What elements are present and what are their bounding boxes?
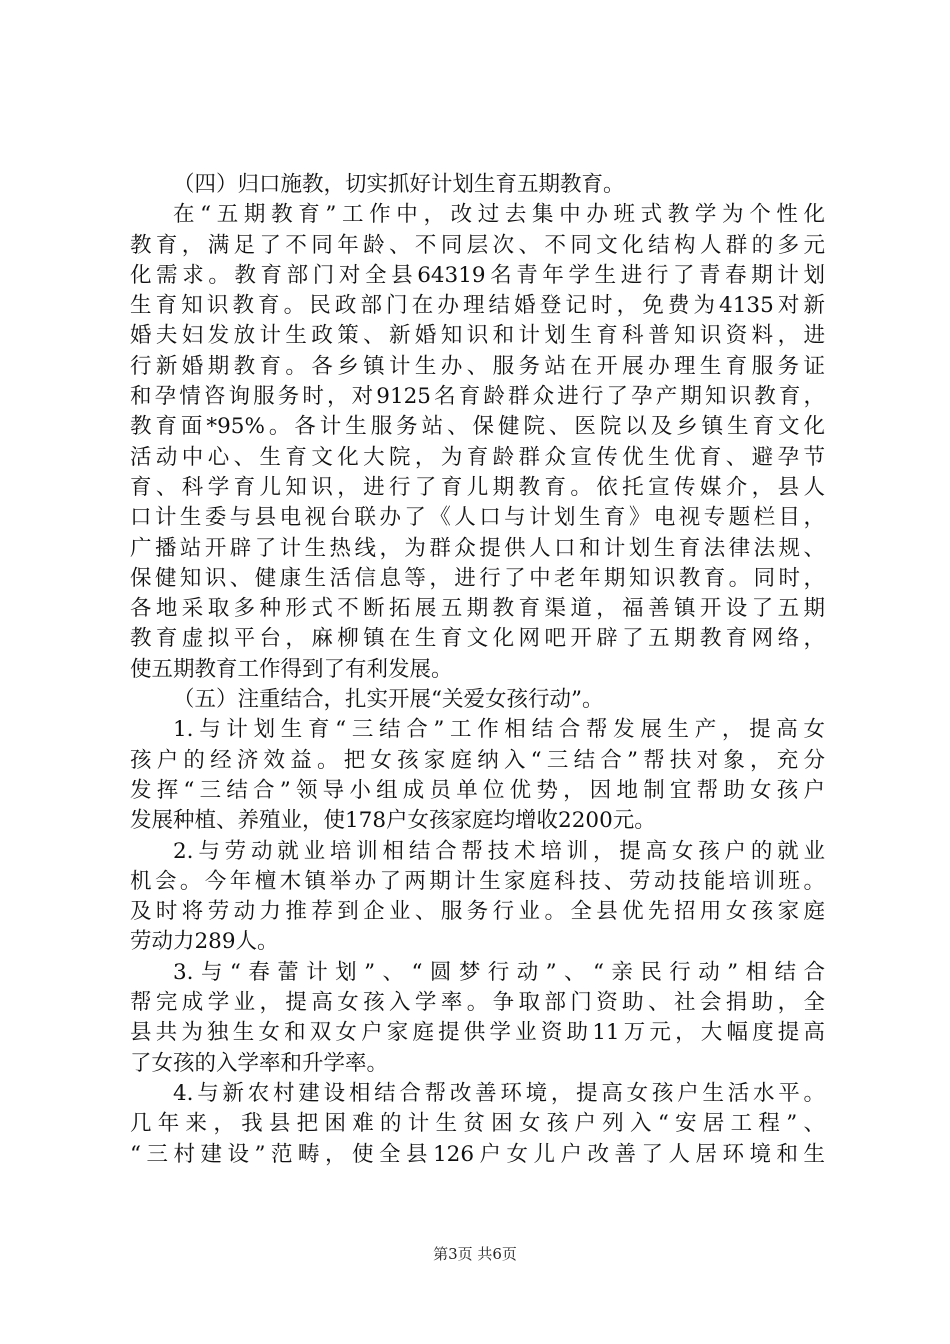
text-line: 婚夫妇发放计生政策、新婚知识和计划生育科普知识资料，进 [130,323,825,349]
page-footer: 第3页 共6页 [433,1245,517,1263]
text-line: 县共为独生女和双女户家庭提供学业资助11万元，大幅度提高 [130,1020,825,1046]
text-line: 行新婚期教育。各乡镇计生办、服务站在开展办理生育服务证 [130,353,825,379]
text-line: 几年来，我县把困难的计生贫困女孩户列入“安居工程”、 [130,1111,825,1137]
text-line: “三村建设”范畴，使全县126户女儿户改善了人居环境和生 [130,1141,825,1167]
text-line: （五）注重结合，扎实开展“关爱女孩行动”。 [173,687,604,713]
text-line: 口计生委与县电视台联办了《人口与计划生育》电视专题栏目， [130,505,825,531]
text-line: 保健知识、健康生活信息等，进行了中老年期知识教育。同时， [130,565,825,591]
text-line: 机会。今年檀木镇举办了两期计生家庭科技、劳动技能培训班。 [130,868,825,894]
text-line: 广播站开辟了计生热线，为群众提供人口和计划生育法律法规、 [130,535,825,561]
text-line: 4.与新农村建设相结合帮改善环境，提高女孩户生活水平。 [173,1080,825,1106]
text-line: （四）归口施教，切实抓好计划生育五期教育。 [173,172,625,197]
text-line: 育、科学育儿知识，进行了育儿期教育。依托宣传媒介，县人 [130,474,825,500]
text-line: 和孕情咨询服务时，对9125名育龄群众进行了孕产期知识教育， [130,384,825,410]
text-line: 教育面*95%。各计生服务站、保健院、医院以及乡镇生育文化 [130,414,825,440]
text-line: 及时将劳动力推荐到企业、服务行业。全县优先招用女孩家庭 [130,899,825,925]
text-line: 使五期教育工作得到了有利发展。 [130,656,453,682]
text-line: 活动中心、生育文化大院，为育龄群众宣传优生优育、避孕节 [130,444,825,470]
text-line: 2.与劳动就业培训相结合帮技术培训，提高女孩户的就业 [173,838,825,864]
text-line: 帮完成学业，提高女孩入学率。争取部门资助、社会捐助，全 [130,990,825,1016]
text-line: 在“五期教育”工作中，改过去集中办班式教学为个性化 [173,202,825,228]
text-line: 化需求。教育部门对全县64319名青年学生进行了青春期计划 [130,262,825,288]
document-body [130,170,825,1170]
text-line: 了女孩的入学率和升学率。 [130,1050,389,1076]
text-line: 教育虚拟平台，麻柳镇在生育文化网吧开辟了五期教育网络， [130,626,825,652]
text-line: 发挥“三结合”领导小组成员单位优势，因地制宜帮助女孩户 [130,777,825,803]
text-line: 生育知识教育。民政部门在办理结婚登记时，免费为4135对新 [130,293,825,319]
text-line: 3.与“春蕾计划”、“圆梦行动”、“亲民行动”相结合 [173,959,825,985]
text-line: 1.与计划生育“三结合”工作相结合帮发展生产，提高女 [173,717,825,743]
text-line: 孩户的经济效益。把女孩家庭纳入“三结合”帮扶对象，充分 [130,747,825,773]
text-line: 发展种植、养殖业，使178户女孩家庭均增收2200元。 [130,808,656,834]
text-line: 教育，满足了不同年龄、不同层次、不同文化结构人群的多元 [130,232,825,258]
text-line: 劳动力289人。 [130,929,279,955]
text-line: 各地采取多种形式不断拓展五期教育渠道，福善镇开设了五期 [130,596,825,622]
